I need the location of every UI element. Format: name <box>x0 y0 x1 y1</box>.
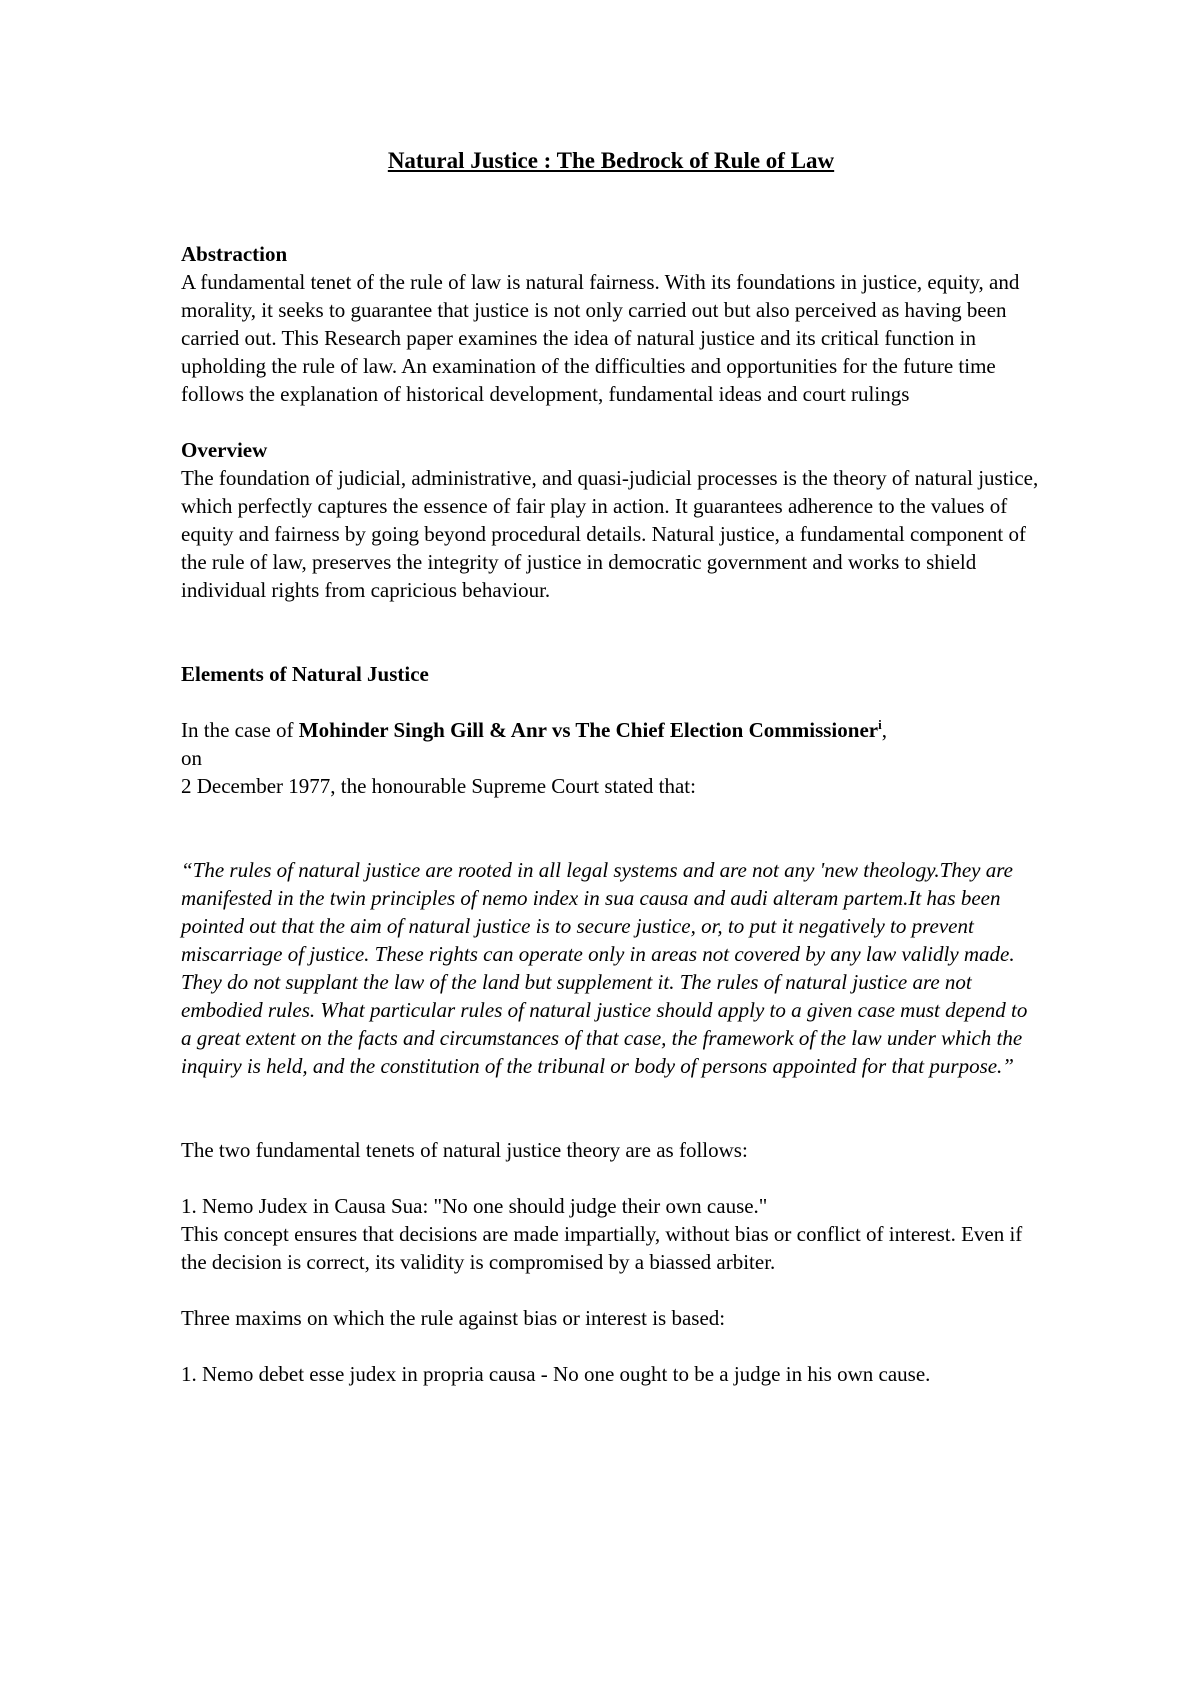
spacer <box>181 688 1041 716</box>
document-title: Natural Justice : The Bedrock of Rule of Law <box>387 148 835 173</box>
spacer <box>181 408 1041 436</box>
abstraction-paragraph: A fundamental tenet of the rule of law is natural fairness. With its foundations in justice, equity, and morality, it seeks to guarantee that justice is not only carried out but also perceived as having been carried out. This Research paper examines the idea of natural justice and its critical function in upholding the rule of law. An examination of the difficulties and opportunities for the future time follows the explanation of historical development, fundamental ideas and court rulings <box>181 270 1020 406</box>
tenet-1-title: 1. Nemo Judex in Causa Sua: "No one should judge their own cause." <box>181 1194 768 1218</box>
tenet-1-body: This concept ensures that decisions are made impartially, without bias or conflict of interest. Even if the decision is correct, its validity is compromised by a biassed arbiter. <box>181 1222 1023 1274</box>
case-citation-line <box>181 716 1041 744</box>
overview-heading: Overview <box>181 438 268 462</box>
tenets-intro: The two fundamental tenets of natural justice theory are as follows: <box>181 1138 748 1162</box>
case-comma: , <box>881 718 887 742</box>
spacer <box>181 800 1041 856</box>
spacer <box>181 1164 1041 1192</box>
document-body <box>181 146 1041 1388</box>
maxims-intro: Three maxims on which the rule against bias or interest is based: <box>181 1306 726 1330</box>
case-on-line: on <box>181 746 202 770</box>
footnote-marker[interactable]: i <box>878 717 882 732</box>
abstraction-heading: Abstraction <box>181 242 288 266</box>
spacer <box>181 604 1041 660</box>
spacer <box>181 1332 1041 1360</box>
maxim-1: 1. Nemo debet esse judex in propria causa - No one ought to be a judge in his own cause. <box>181 1362 931 1386</box>
overview-paragraph: The foundation of judicial, administrative, and quasi-judicial processes is the theory of natural justice, which perfectly captures the essence of fair play in action. It guarantees adherence to the values of equity and fairness by going beyond procedural details. Natural justice, a fundamental component of the rule of law, preserves the integrity of justice in democratic government and works to shield individual rights from capricious behaviour. <box>181 466 1039 602</box>
elements-heading: Elements of Natural Justice <box>181 662 429 686</box>
case-intro: In the case of <box>181 718 294 742</box>
spacer <box>181 1276 1041 1304</box>
spacer <box>181 1080 1041 1136</box>
case-name: Mohinder Singh Gill & Anr vs The Chief Election Commissioner <box>298 718 879 742</box>
court-quote: “The rules of natural justice are rooted in all legal systems and are not any 'new theology.They are manifested in the twin principles of nemo index in sua causa and audi alteram partem.It has been pointed out that the aim of natural justice is to secure justice, or, to put it negatively to prevent miscarriage of justice. These rights can operate only in areas not covered by any law validly made. They do not supplant the law of the land but supplement it. The rules of natural justice are not embodied rules. What particular rules of natural justice should apply to a given case must depend to a great extent on the facts and circumstances of that case, the framework of the law under which the inquiry is held, and the constitution of the tribunal or body of persons appointed for that purpose.” <box>181 858 1028 1078</box>
case-date-line: 2 December 1977, the honourable Supreme Court stated that: <box>181 774 696 798</box>
